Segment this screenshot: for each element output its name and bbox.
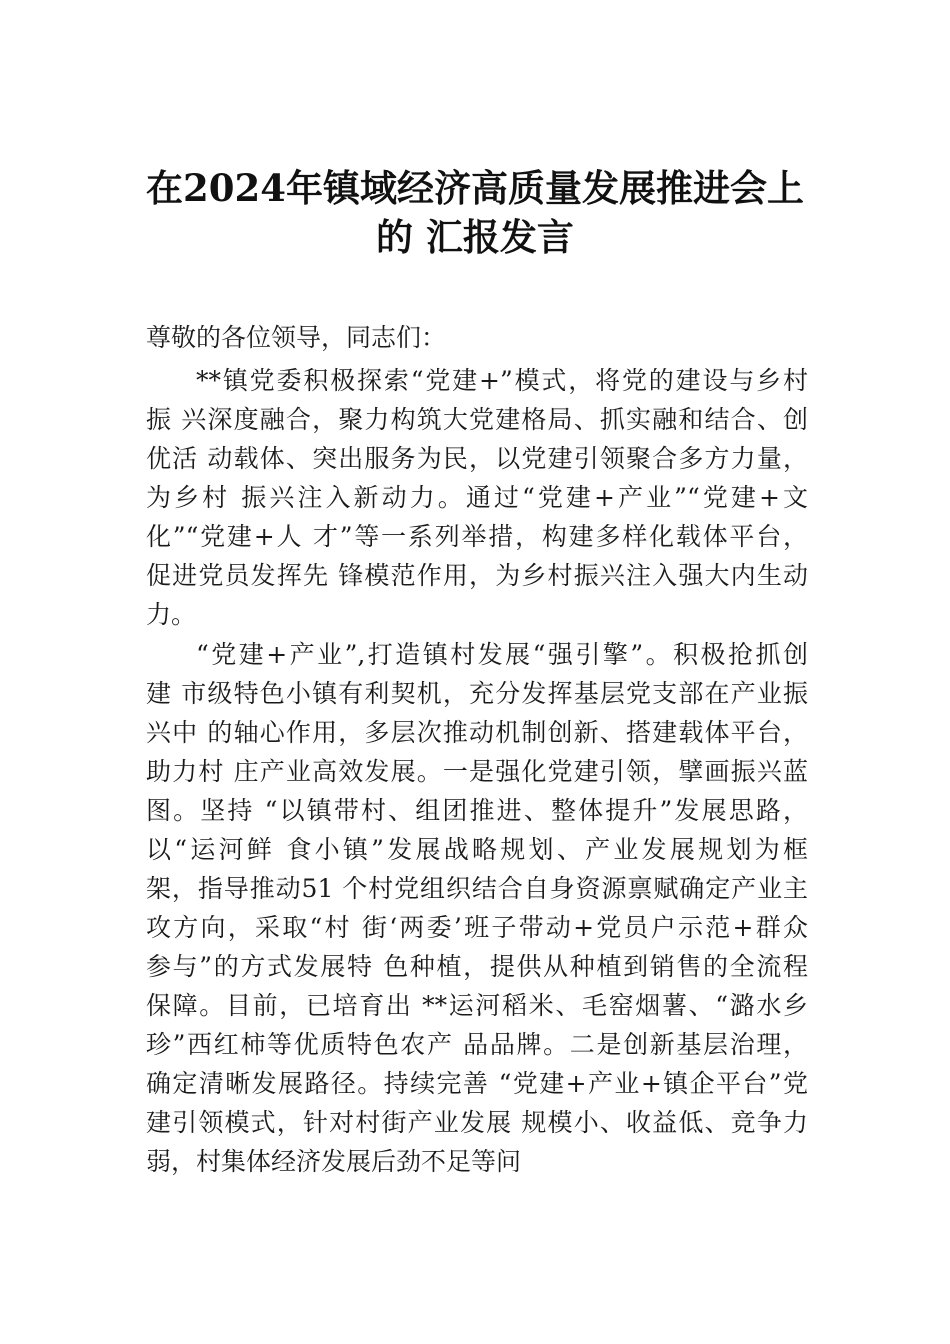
paragraph-2-line: 珍”西红柿等优质特色农产 品品牌。二是创新基层治理， bbox=[146, 1030, 808, 1059]
paragraph-1-line: 为乡村 振兴注入新动力。通过“党建+产业”“党建+文 bbox=[146, 483, 808, 512]
paragraph-2-line: 建引领模式，针对村街产业发展 规模小、收益低、竞争力 bbox=[146, 1108, 808, 1137]
document-title-line-2: 的 汇报发言 bbox=[376, 215, 574, 259]
salutation: 尊敬的各位领导，同志们： bbox=[146, 323, 447, 352]
paragraph-1-line: 促进党员发挥先 锋模范作用，为乡村振兴注入强大内生动 bbox=[146, 561, 808, 590]
paragraph-2-line: “党建+产业”,打造镇村发展“强引擎”。积极抢抓创 bbox=[196, 640, 808, 669]
paragraph-1-line: 优活 动载体、突出服务为民，以党建引领聚合多方力量， bbox=[146, 444, 808, 473]
paragraph-2-line: 参与”的方式发展特 色种植，提供从种植到销售的全流程 bbox=[146, 952, 808, 981]
paragraph-1-line: 振 兴深度融合，聚力构筑大党建格局、抓实融和结合、创 bbox=[146, 405, 808, 434]
paragraph-1-line: **镇党委积极探索“党建+”模式，将党的建设与乡村 bbox=[196, 366, 808, 395]
paragraph-2-line: 助力村 庄产业高效发展。一是强化党建引领，擘画振兴蓝 bbox=[146, 757, 808, 786]
paragraph-2-line: 架，指导推动51 个村党组织结合自身资源禀赋确定产业主 bbox=[146, 874, 808, 903]
paragraph-2-line: 兴中 的轴心作用，多层次推动机制创新、搭建载体平台， bbox=[146, 718, 808, 747]
paragraph-2-line: 保障。目前，已培育出 **运河稻米、毛窑烟薯、“潞水乡 bbox=[146, 991, 808, 1020]
paragraph-1-line: 力。 bbox=[146, 600, 197, 629]
paragraph-2-line: 以“运河鲜 食小镇”发展战略规划、产业发展规划为框 bbox=[146, 835, 808, 864]
paragraph-2-line: 建 市级特色小镇有利契机，充分发挥基层党支部在产业振 bbox=[146, 679, 808, 708]
document-title-line-1: 在2024年镇域经济高质量发展推进会上 bbox=[146, 166, 804, 210]
paragraph-2-line: 确定清晰发展路径。持续完善 “党建+产业+镇企平台”党 bbox=[146, 1069, 808, 1098]
paragraph-2-line: 攻方向，采取“村 街‘两委’班子带动+党员户示范+群众 bbox=[146, 913, 808, 942]
paragraph-1-line: 化”“党建+人 才”等一系列举措，构建多样化载体平台， bbox=[146, 522, 808, 551]
paragraph-2-line: 图。坚持 “以镇带村、组团推进、整体提升”发展思路， bbox=[146, 796, 808, 825]
paragraph-2-line: 弱，村集体经济发展后劲不足等问 bbox=[146, 1147, 522, 1176]
